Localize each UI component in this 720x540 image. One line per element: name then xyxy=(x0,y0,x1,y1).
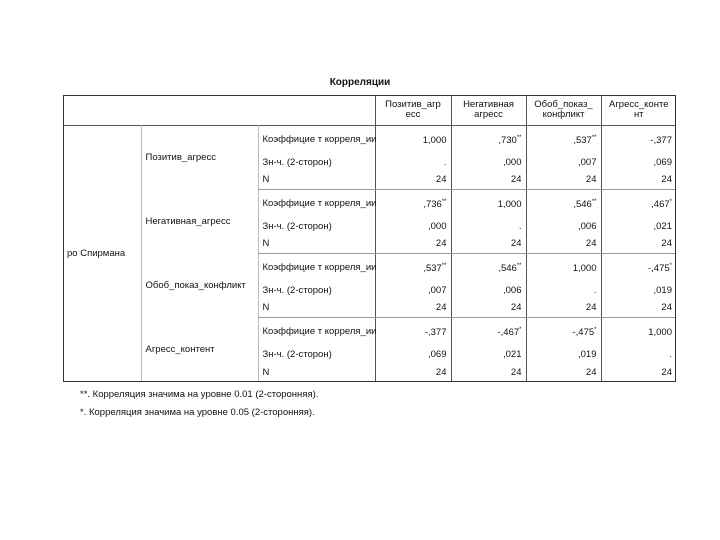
stat-label: Зн-ч. (2-сторон) xyxy=(258,154,375,172)
stat-label: Зн-ч. (2-сторон) xyxy=(258,218,375,236)
sig-cell: ,007 xyxy=(526,154,601,172)
sig-cell: ,019 xyxy=(526,346,601,364)
coef-value: 1,000 xyxy=(648,327,672,339)
table-row xyxy=(63,190,676,218)
method-label: ро Спирмана xyxy=(67,247,126,259)
sig-cell: . xyxy=(375,154,451,172)
significance-mark: * xyxy=(669,199,672,206)
n-cell: 24 xyxy=(375,300,451,318)
stat-label: Коэффицие т корреля_ии xyxy=(258,254,375,282)
n-cell: 24 xyxy=(601,236,676,254)
significance-mark: ** xyxy=(516,263,522,270)
coef-cell xyxy=(375,190,451,218)
n-cell: 24 xyxy=(451,364,526,382)
coef-cell xyxy=(526,190,601,218)
coef-value: ,736 xyxy=(423,199,442,211)
stat-label: N xyxy=(258,300,375,318)
n-cell: 24 xyxy=(451,236,526,254)
footnote-001: **. Корреляция значима на уровне 0.01 (2-сторонняя). xyxy=(80,389,319,400)
n-cell: 24 xyxy=(451,172,526,190)
n-cell: 24 xyxy=(526,300,601,318)
coef-value: -,377 xyxy=(650,135,672,147)
coef-value: 1,000 xyxy=(497,199,522,211)
table-row xyxy=(63,318,676,346)
stat-label: N xyxy=(258,236,375,254)
stat-label: N xyxy=(258,364,375,382)
coef-value: ,730 xyxy=(498,135,517,147)
significance-mark: ** xyxy=(441,199,447,206)
coef-cell xyxy=(601,190,676,218)
coef-cell xyxy=(526,126,601,154)
variable-label: Агресс_контент xyxy=(141,318,258,382)
header-row xyxy=(63,95,676,126)
coef-cell xyxy=(451,190,526,218)
n-cell: 24 xyxy=(601,172,676,190)
column-header: Обоб_показ_ конфликт xyxy=(526,95,601,126)
n-cell: 24 xyxy=(451,300,526,318)
sig-cell: ,007 xyxy=(375,282,451,300)
significance-mark: * xyxy=(669,263,672,270)
variable-label: Позитив_агресс xyxy=(141,126,258,190)
sig-cell: . xyxy=(601,346,676,364)
coef-cell xyxy=(526,254,601,282)
stat-label: Зн-ч. (2-сторон) xyxy=(258,282,375,300)
significance-mark: * xyxy=(594,327,597,334)
significance-mark: ** xyxy=(441,263,447,270)
n-cell: 24 xyxy=(601,300,676,318)
coef-cell xyxy=(451,126,526,154)
coef-value: 1,000 xyxy=(572,263,597,275)
coef-cell xyxy=(451,254,526,282)
stat-label: N xyxy=(258,172,375,190)
coef-cell xyxy=(526,318,601,346)
sig-cell: ,021 xyxy=(601,218,676,236)
coef-value: ,537 xyxy=(423,263,442,275)
sig-cell: ,069 xyxy=(375,346,451,364)
sig-cell: . xyxy=(526,282,601,300)
stat-label: Коэффицие т корреля_ии xyxy=(258,190,375,218)
significance-mark: * xyxy=(519,327,522,334)
variable-label: Негативная_агресс xyxy=(141,190,258,254)
stat-label: Коэффицие т корреля_ии xyxy=(258,318,375,346)
variable-label: Обоб_показ_конфликт xyxy=(141,254,258,318)
coef-value: ,546 xyxy=(573,199,592,211)
coef-cell xyxy=(601,318,676,346)
coef-cell xyxy=(601,126,676,154)
column-header: Агресс_конте нт xyxy=(601,95,676,126)
coef-cell xyxy=(601,254,676,282)
n-cell: 24 xyxy=(375,236,451,254)
footnote-005: *. Корреляция значима на уровне 0.05 (2-сторонняя). xyxy=(80,407,315,418)
sig-cell: . xyxy=(451,218,526,236)
coef-value: ,546 xyxy=(498,263,517,275)
sig-cell: ,069 xyxy=(601,154,676,172)
sig-cell: ,019 xyxy=(601,282,676,300)
column-header: Негативная агресс xyxy=(451,95,526,126)
table-title: Корреляции xyxy=(329,77,391,88)
coef-cell xyxy=(375,254,451,282)
n-cell: 24 xyxy=(375,172,451,190)
sig-cell: ,006 xyxy=(526,218,601,236)
significance-mark: ** xyxy=(516,135,522,142)
n-cell: 24 xyxy=(375,364,451,382)
sig-cell: ,006 xyxy=(451,282,526,300)
significance-mark: ** xyxy=(591,199,597,206)
n-cell: 24 xyxy=(526,172,601,190)
significance-mark: ** xyxy=(591,135,597,142)
coef-cell xyxy=(375,126,451,154)
n-cell: 24 xyxy=(601,364,676,382)
coef-cell xyxy=(375,318,451,346)
sig-cell: ,000 xyxy=(451,154,526,172)
coef-value: -,475 xyxy=(572,327,595,339)
stat-label: Коэффицие т корреля_ии xyxy=(258,126,375,154)
coef-value: -,475 xyxy=(648,263,670,275)
n-cell: 24 xyxy=(526,364,601,382)
column-header: Позитив_агр есс xyxy=(375,95,451,126)
coef-value: -,467 xyxy=(497,327,520,339)
table-row xyxy=(63,126,676,154)
coef-value: ,467 xyxy=(651,199,670,211)
sig-cell: ,021 xyxy=(451,346,526,364)
coef-value: 1,000 xyxy=(422,135,447,147)
coef-value: -,377 xyxy=(424,327,447,339)
sig-cell: ,000 xyxy=(375,218,451,236)
coef-value: ,537 xyxy=(573,135,592,147)
n-cell: 24 xyxy=(526,236,601,254)
correlation-table xyxy=(63,95,676,382)
table-row xyxy=(63,254,676,282)
stat-label: Зн-ч. (2-сторон) xyxy=(258,346,375,364)
coef-cell xyxy=(451,318,526,346)
